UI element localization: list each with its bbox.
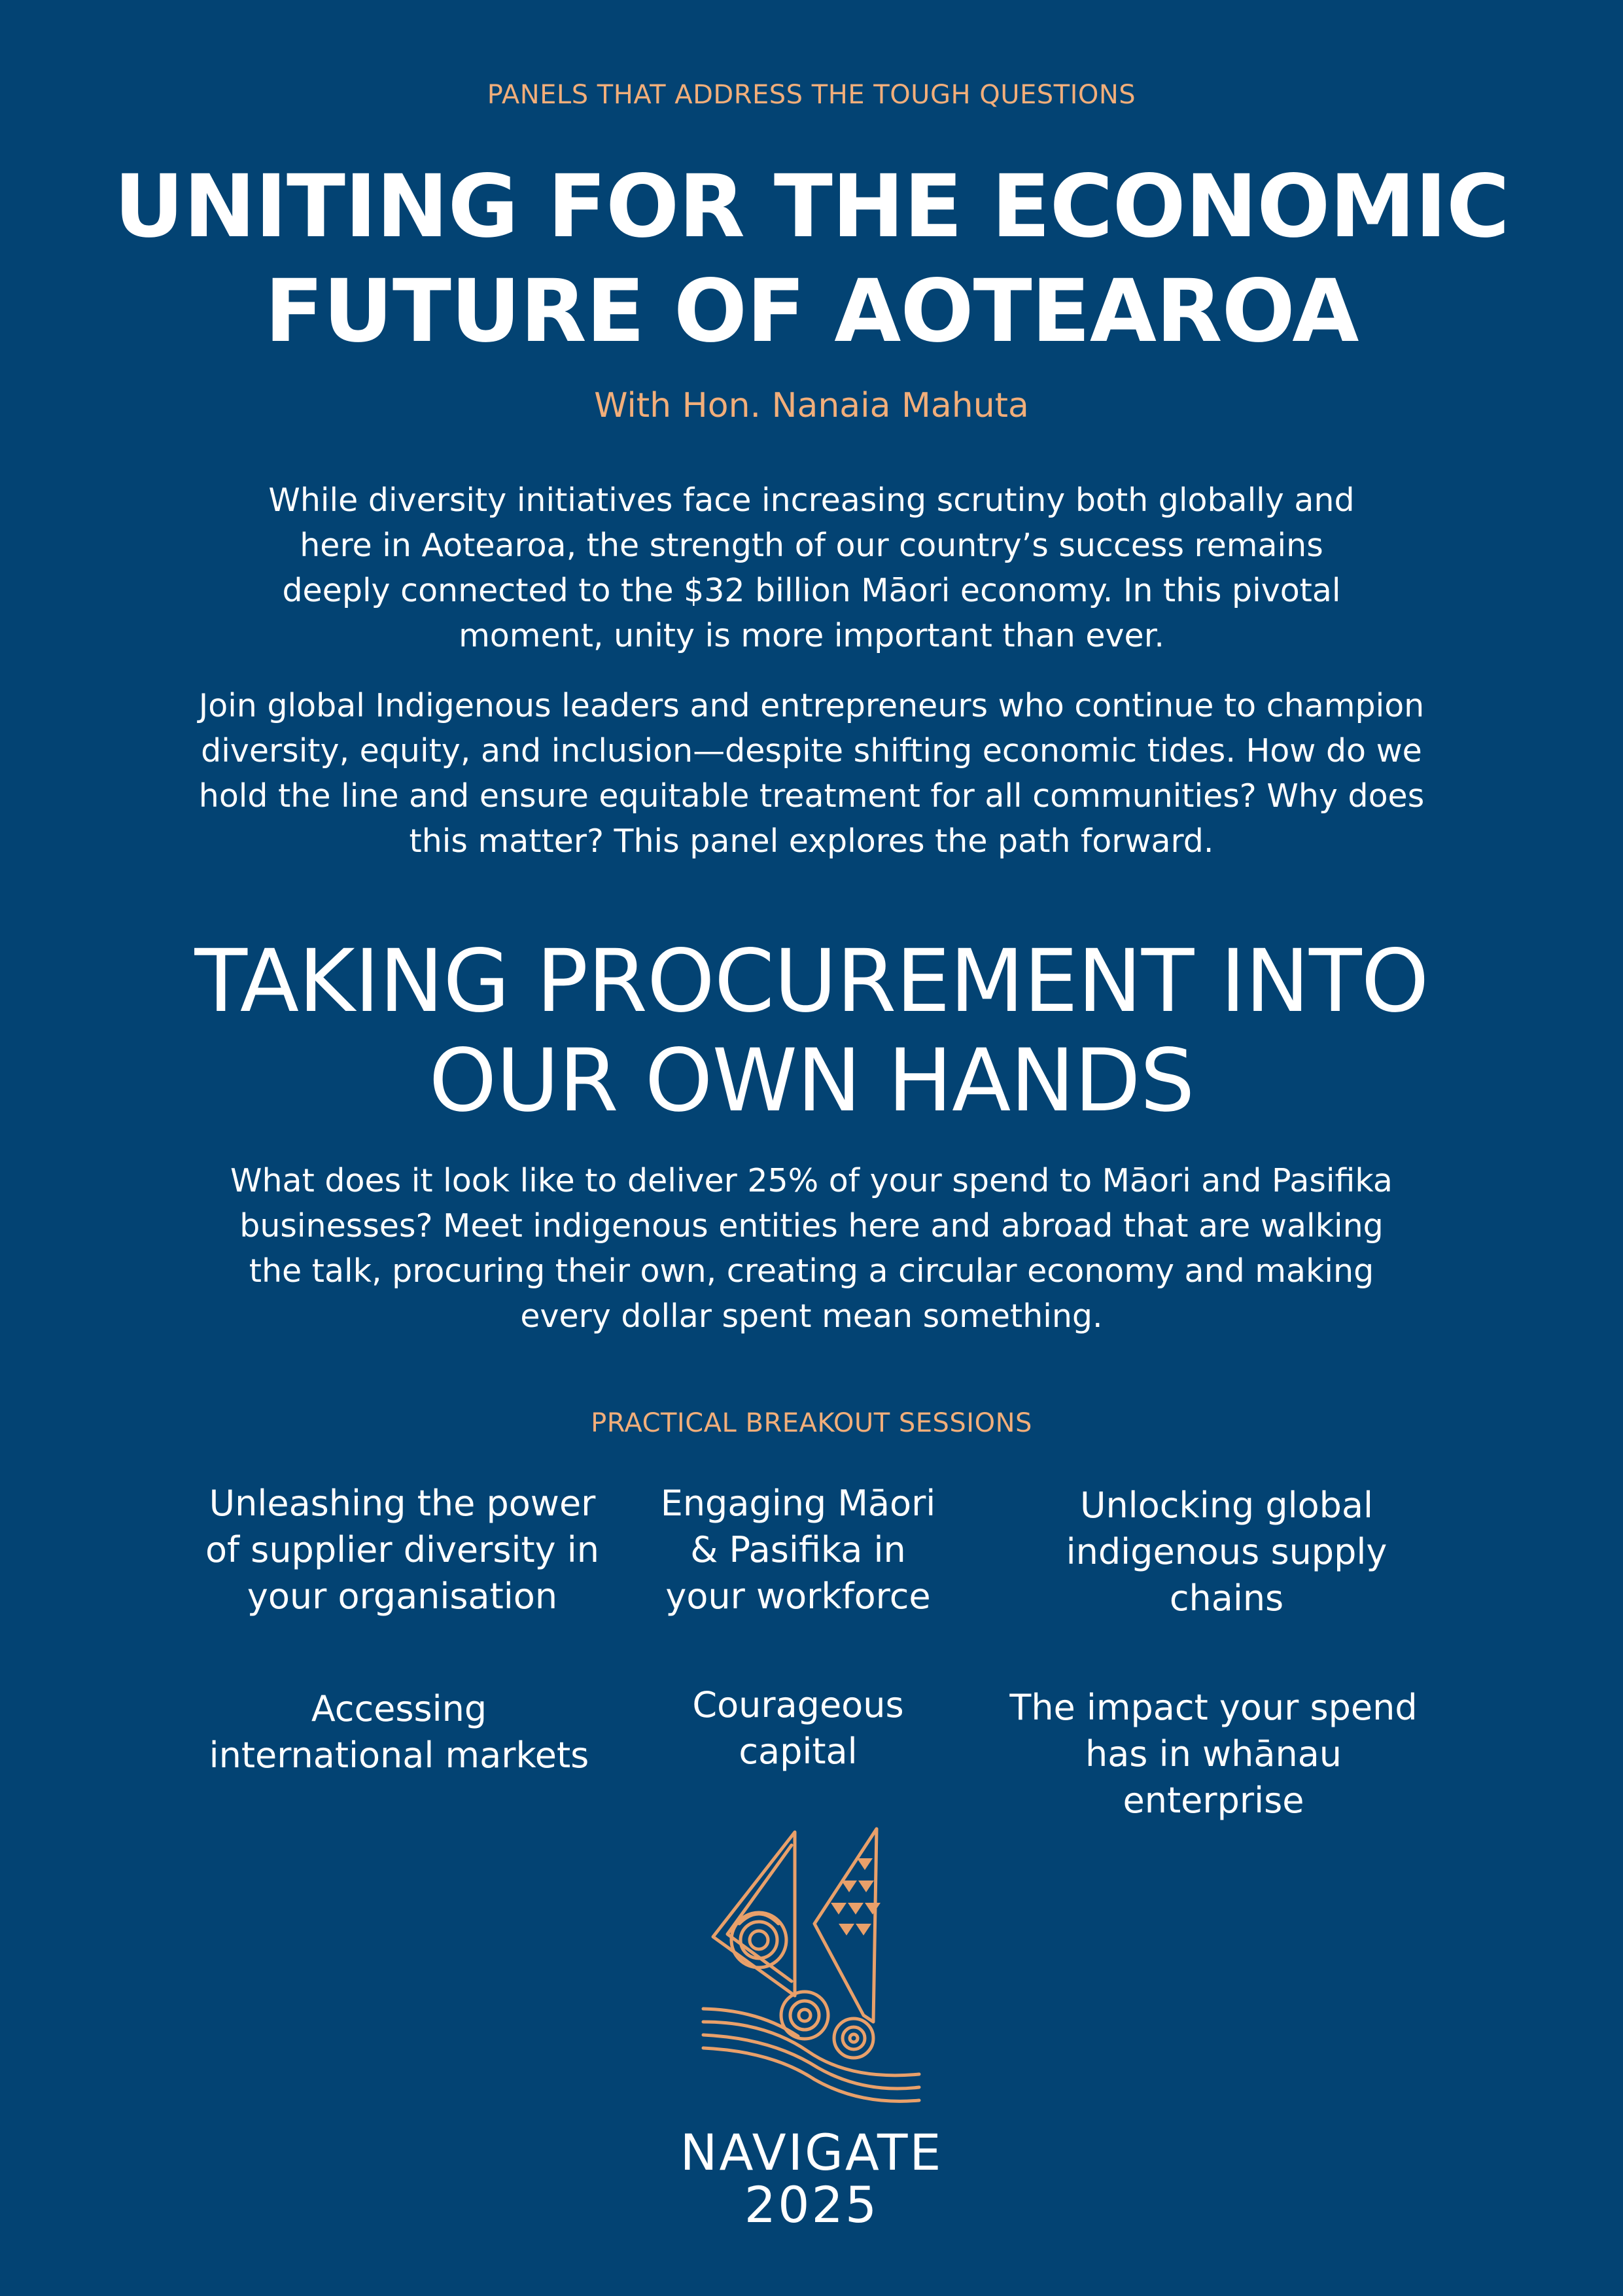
- breakout-session: [170, 1686, 628, 1778]
- session-line: Unlocking global: [1079, 1485, 1374, 1526]
- breakout-session: [170, 1480, 635, 1619]
- panel2-title-line: TAKING PROCUREMENT INTO: [194, 931, 1429, 1032]
- logo-wordmark: [0, 2123, 1623, 2234]
- session-line: Unleashing the power: [209, 1483, 596, 1524]
- panel2-title-line: OUR OWN HANDS: [428, 1031, 1195, 1131]
- session-line: of supplier diversity in: [205, 1529, 600, 1570]
- panel1-paragraph2: [0, 683, 1623, 864]
- paragraph-line: every dollar spent mean something.: [520, 1298, 1103, 1335]
- panels-kicker: PANELS THAT ADDRESS THE TOUGH QUESTIONS: [487, 80, 1136, 110]
- paragraph-line: this matter? This panel explores the path forward.: [409, 822, 1214, 860]
- panel1-paragraph1: [0, 478, 1623, 658]
- session-line: your organisation: [247, 1576, 558, 1617]
- paragraph-line: businesses? Meet indigenous entities here and abroad that are walking: [239, 1207, 1384, 1245]
- panel2-paragraph: [0, 1158, 1623, 1339]
- session-line: your workforce: [665, 1576, 931, 1617]
- session-line: chains: [1169, 1578, 1284, 1619]
- paragraph-line: diversity, equity, and inclusion—despite shifting economic tides. How do we: [201, 732, 1422, 769]
- session-line: enterprise: [1123, 1780, 1304, 1821]
- session-line: Courageous: [692, 1684, 904, 1725]
- session-line: has in whānau: [1085, 1733, 1342, 1775]
- session-line: Engaging Māori: [660, 1483, 936, 1524]
- panel1-title-line: UNITING FOR THE ECONOMIC: [114, 156, 1509, 257]
- panel1-subtitle: With Hon. Nanaia Mahuta: [594, 386, 1029, 425]
- paragraph-line: While diversity initiatives face increasing scrutiny both globally and: [268, 482, 1355, 519]
- panel1-title: [0, 154, 1623, 364]
- breakout-session: [981, 1684, 1446, 1824]
- breakouts-heading: PRACTICAL BREAKOUT SESSIONS: [591, 1408, 1032, 1438]
- session-line: capital: [739, 1731, 858, 1772]
- logo-line2: 2025: [744, 2176, 879, 2234]
- waka-sail-icon: [693, 1826, 929, 2107]
- paragraph-line: hold the line and ensure equitable treatment for all communities? Why does: [198, 777, 1425, 815]
- paragraph-line: Join global Indigenous leaders and entrepreneurs who continue to champion: [198, 687, 1425, 724]
- session-line: & Pasifika in: [690, 1529, 906, 1570]
- logo-line1: NAVIGATE: [680, 2123, 943, 2181]
- session-line: The impact your spend: [1009, 1687, 1418, 1728]
- paragraph-line: the talk, procuring their own, creating a circular economy and making: [249, 1252, 1374, 1290]
- breakout-session: [628, 1682, 968, 1775]
- paragraph-line: What does it look like to deliver 25% of your spend to Māori and Pasifika: [230, 1162, 1393, 1199]
- session-line: international markets: [209, 1735, 589, 1776]
- breakout-session: [628, 1480, 968, 1619]
- session-line: indigenous supply: [1066, 1531, 1387, 1572]
- panel1-title-line: FUTURE OF AOTEAROA: [264, 261, 1359, 362]
- paragraph-line: here in Aotearoa, the strength of our country’s success remains: [300, 527, 1323, 564]
- paragraph-line: deeply connected to the $32 billion Māori economy. In this pivotal: [282, 572, 1341, 609]
- breakout-session: [1007, 1482, 1446, 1621]
- session-line: Accessing: [311, 1688, 487, 1729]
- panel2-title: [0, 932, 1623, 1131]
- paragraph-line: moment, unity is more important than ever.: [459, 617, 1164, 654]
